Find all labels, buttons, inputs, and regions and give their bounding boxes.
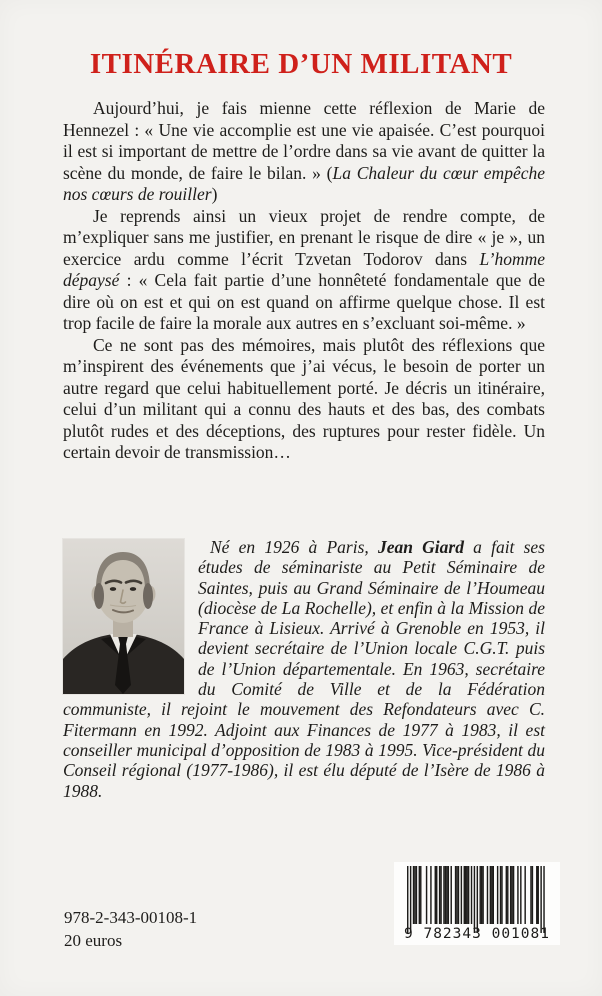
barcode-bars (407, 866, 545, 933)
author-portrait-graphic (63, 539, 184, 694)
barcode-graphic (407, 866, 547, 933)
barcode-digits: 9 782343 001081 (404, 926, 550, 942)
author-bio (63, 537, 545, 801)
author-photo (63, 539, 184, 694)
author-bio-text: Né en 1926 à Paris, Jean Giard a fait ses études de séminariste au Petit Séminaire de Saintes, puis au Grand Séminaire de l’Houmeau (diocèse de La Rochelle), et enfin à la Mission de France à Lisieux. Arrivé à Grenoble en 1953, il devient secrétaire de l’Union locale C.G.T. puis de l’Union départementale. En 1963, secrétaire du Comité de Ville et de la Fédération communiste, il rejoint le mouvement des Refondateurs avec C. Fitermann en 1992. Adjoint aux Finances de 1977 à 1983, il est conseiller municipal d’opposition de 1983 à 1995. Vice-président du Conseil régional (1977-1986), il est élu député de l’Isère de 1986 à 1988. (63, 537, 545, 801)
synopsis-paragraph-1: Aujourd’hui, je fais mienne cette réflexion de Marie de Hennezel : « Une vie accomplie est une vie apaisée. C’est pourquoi il est si important de mettre de l’ordre dans sa vie avant de quitter la scène du monde, de faire le bilan. » (La Chaleur du cœur empêche nos cœurs de rouiller) (63, 98, 545, 204)
synopsis-paragraph-3: Ce ne sont pas des mémoires, mais plutôt des réflexions que m’inspirent des événements que j’ai vécus, le besoin de porter un autre regard que celui habituellement porté. Je décris un itinéraire, celui d’un militant qui a connu des hauts et des bas, des combats plutôt rudes et des déceptions, des ruptures pour rester fidèle. Un certain devoir de transmission… (63, 334, 545, 462)
price-text: 20 euros (64, 931, 123, 950)
synopsis (63, 98, 545, 464)
page-title: ITINÉRAIRE D’UN MILITANT (89, 48, 513, 80)
synopsis-paragraph-2: Je reprends ainsi un vieux projet de rendre compte, de m’expliquer sans me justifier, en prenant le risque de dire « je », un exercice ardu comme l’écrit Tzvetan Todorov dans L’homme dépaysé : « Cela fait partie d’une honnêteté fondamentale que de dire où on est et qui on est quand on affirme quelque chose. Il est trop facile de faire la morale aux autres en s’excluant soi-même. » (63, 205, 545, 333)
isbn-block (64, 906, 197, 952)
isbn-text: 978-2-343-00108-1 (64, 908, 198, 927)
barcode (394, 862, 560, 945)
